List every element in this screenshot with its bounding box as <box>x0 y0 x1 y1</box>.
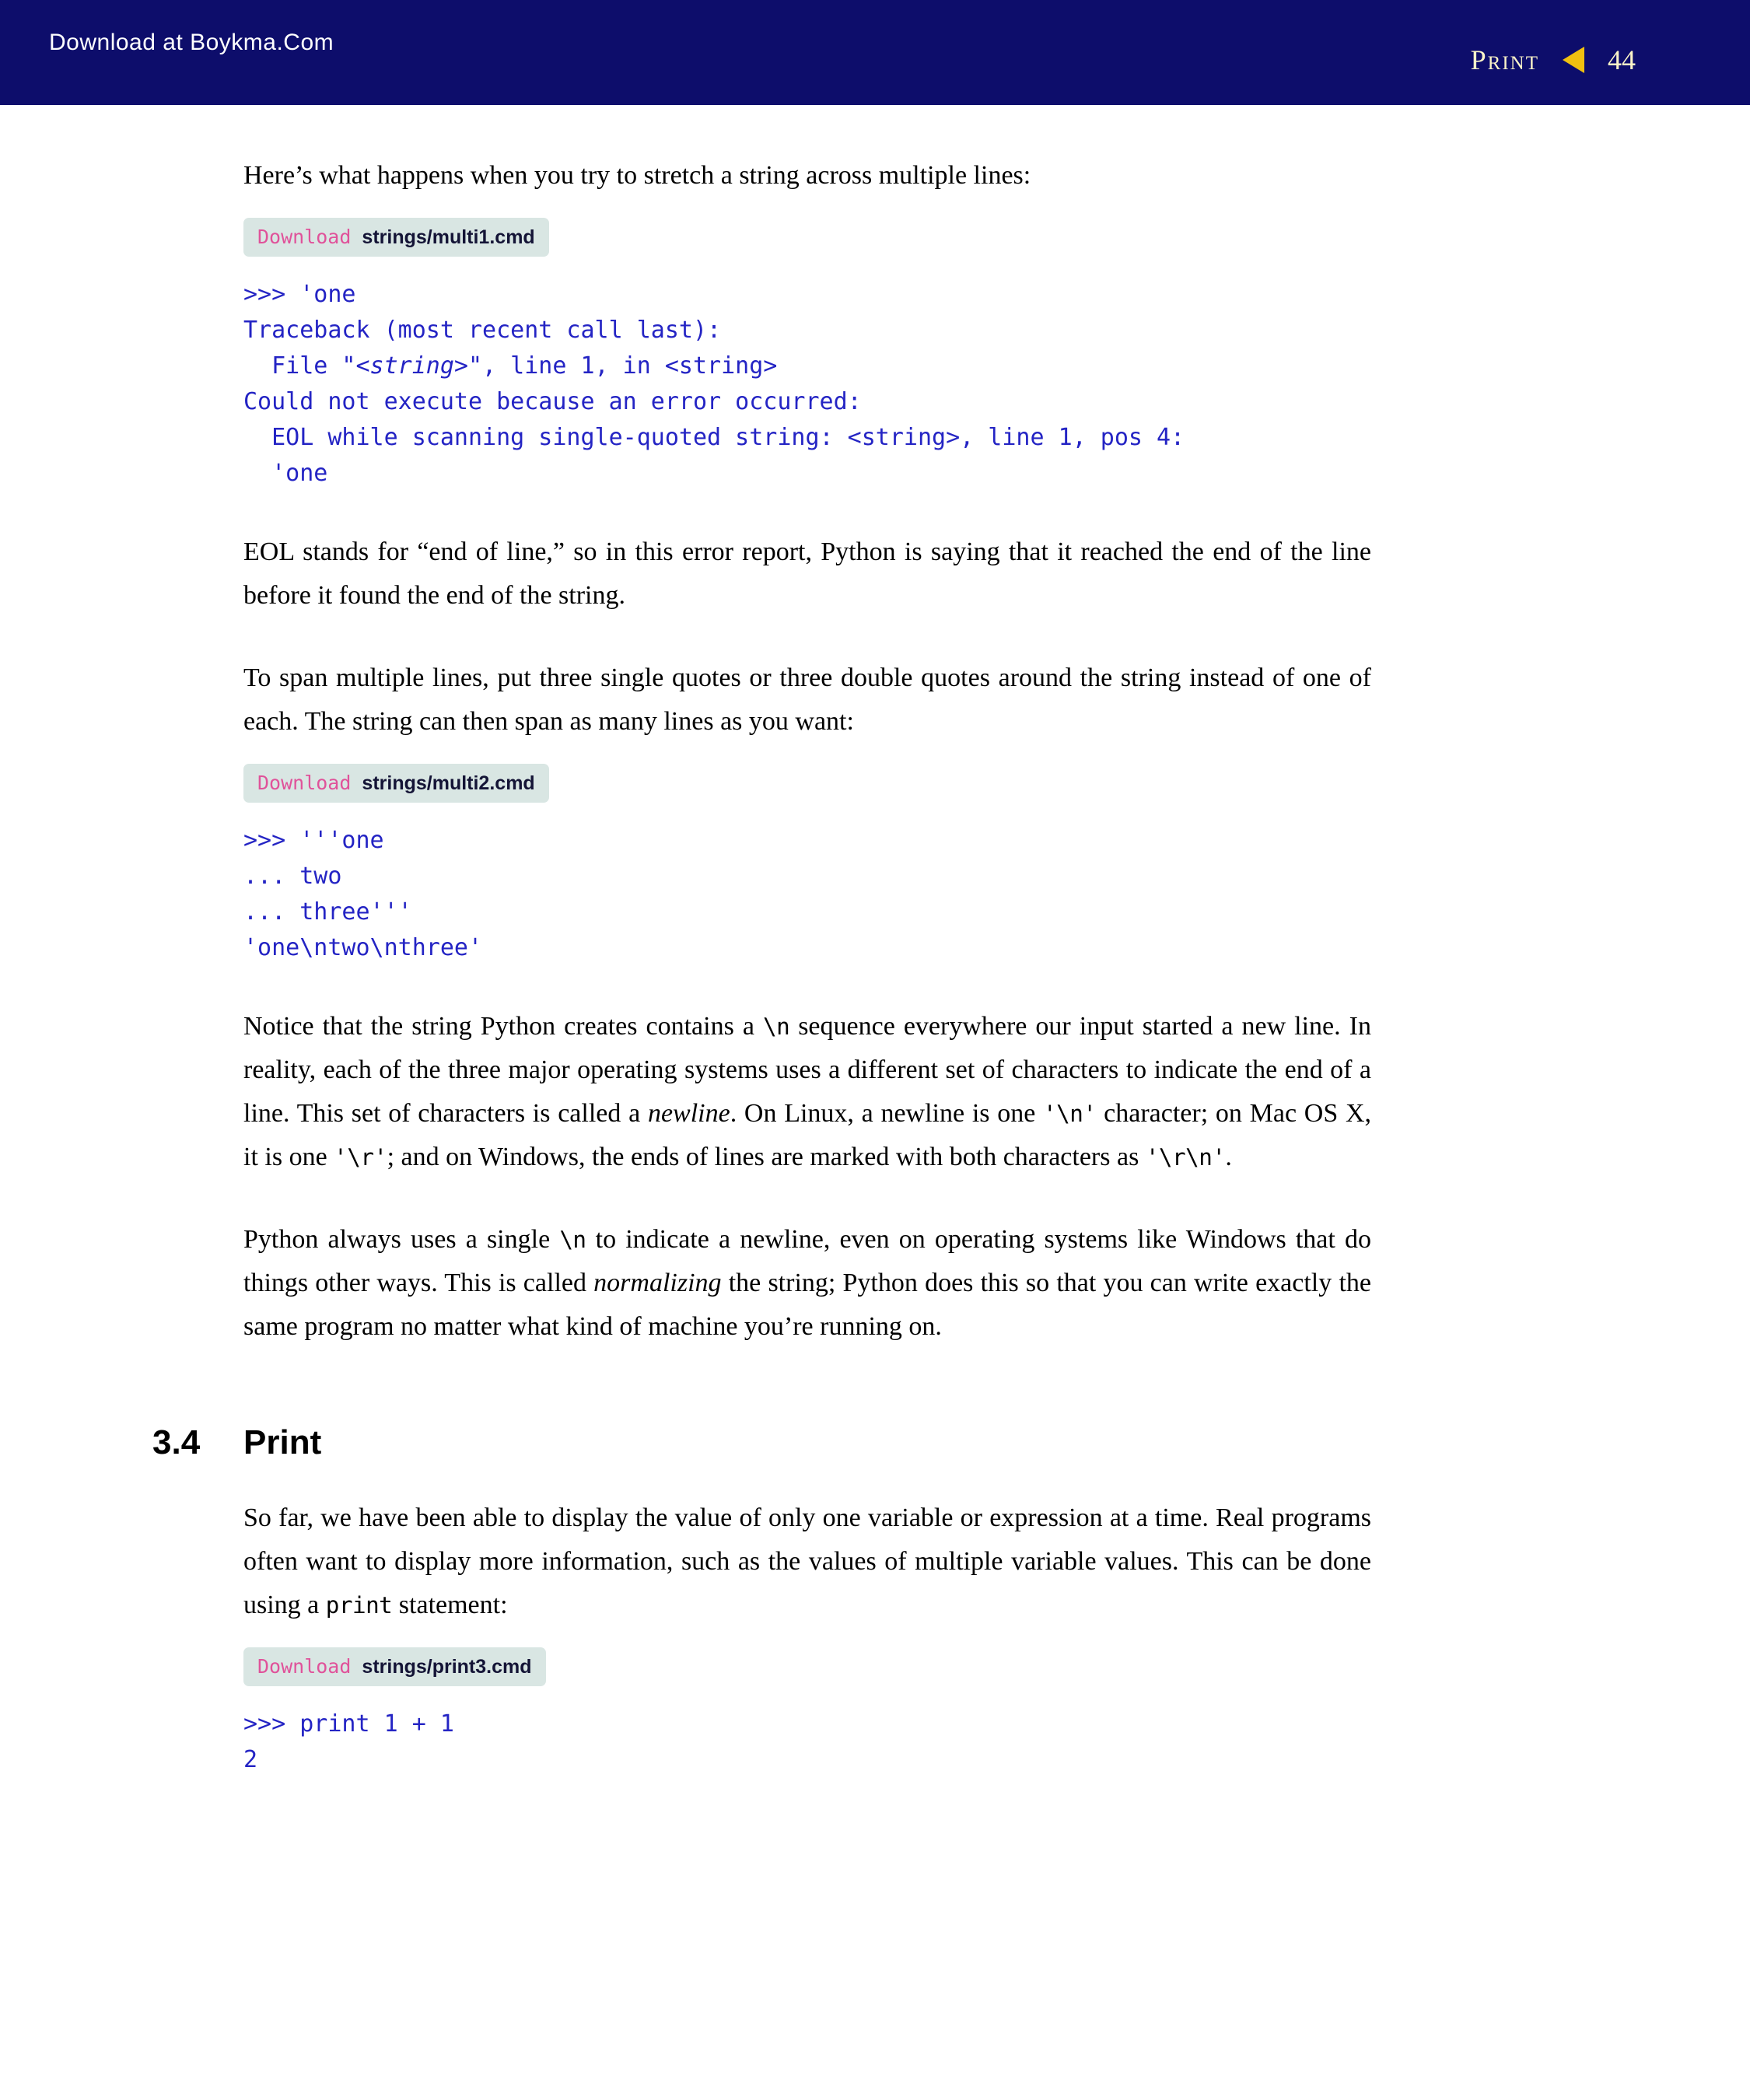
badge-filename: strings/multi1.cmd <box>362 226 535 248</box>
download-badge-multi1[interactable] <box>243 218 549 257</box>
badge-download-label[interactable]: Download <box>257 772 352 794</box>
header-right-group <box>1471 44 1636 76</box>
paragraph-print-intro: So far, we have been able to display the value of only one variable or expression at a time. Real programs often want to display more information, such as the values of multiple variable values. This can be done using a print statement: <box>243 1503 1371 1619</box>
watermark-link[interactable]: Download at Boykma.Com <box>49 30 334 55</box>
badge-filename: strings/print3.cmd <box>362 1656 532 1678</box>
paragraph-triple-quotes: To span multiple lines, put three single quotes or three double quotes around the string instead of one of each. The string can then span as many lines as you want: <box>243 663 1371 736</box>
download-badge-print3[interactable] <box>243 1647 546 1686</box>
paragraph-eol-explanation: EOL stands for “end of line,” so in this error report, Python is saying that it reached the end of the line before it found the end of the string. <box>243 537 1371 610</box>
page-number: 44 <box>1608 44 1636 75</box>
badge-download-label[interactable]: Download <box>257 226 352 248</box>
section-number: 3.4 <box>152 1423 201 1461</box>
section-heading-print <box>152 1423 1371 1462</box>
code-block-multi1: >>> 'one Traceback (most recent call last): File "<string>", line 1, in <string> Could not execute because an error occurred: EOL while scanning single-quoted string: <string>, line 1, pos 4: 'one <box>243 281 1185 487</box>
header-section-label: Print <box>1470 44 1539 75</box>
code-block-print3: >>> print 1 + 1 2 <box>243 1710 454 1773</box>
paragraph-newline-explanation: Notice that the string Python creates contains a \n sequence everywhere our input started a new line. In reality, each of the three major operating systems uses a different set of characters to indicate the end of a line. This set of characters is called a newline. On Linux, a newline is one '\n' character; on Mac OS X, it is one '\r'; and on Windows, the ends of lines are marked with both characters as '\r\n'. <box>243 1012 1372 1171</box>
paragraph-intro-multiline: Here’s what happens when you try to stretch a string across multiple lines: <box>243 161 1031 190</box>
section-title: Print <box>243 1423 322 1461</box>
header-bar <box>0 0 1750 105</box>
badge-filename: strings/multi2.cmd <box>362 772 535 794</box>
paragraph-normalizing: Python always uses a single \n to indicate a newline, even on operating systems like Windows that do things other ways. This is called normalizing the string; Python does this so that you can write exactly the same program no matter what kind of machine you’re running on. <box>243 1225 1371 1341</box>
download-badge-multi2[interactable] <box>243 764 549 803</box>
page-content <box>0 105 1750 1778</box>
badge-download-label[interactable]: Download <box>257 1655 352 1678</box>
back-arrow-icon[interactable] <box>1563 47 1584 73</box>
code-block-multi2: >>> '''one ... two ... three''' 'one\ntwo\nthree' <box>243 827 483 961</box>
